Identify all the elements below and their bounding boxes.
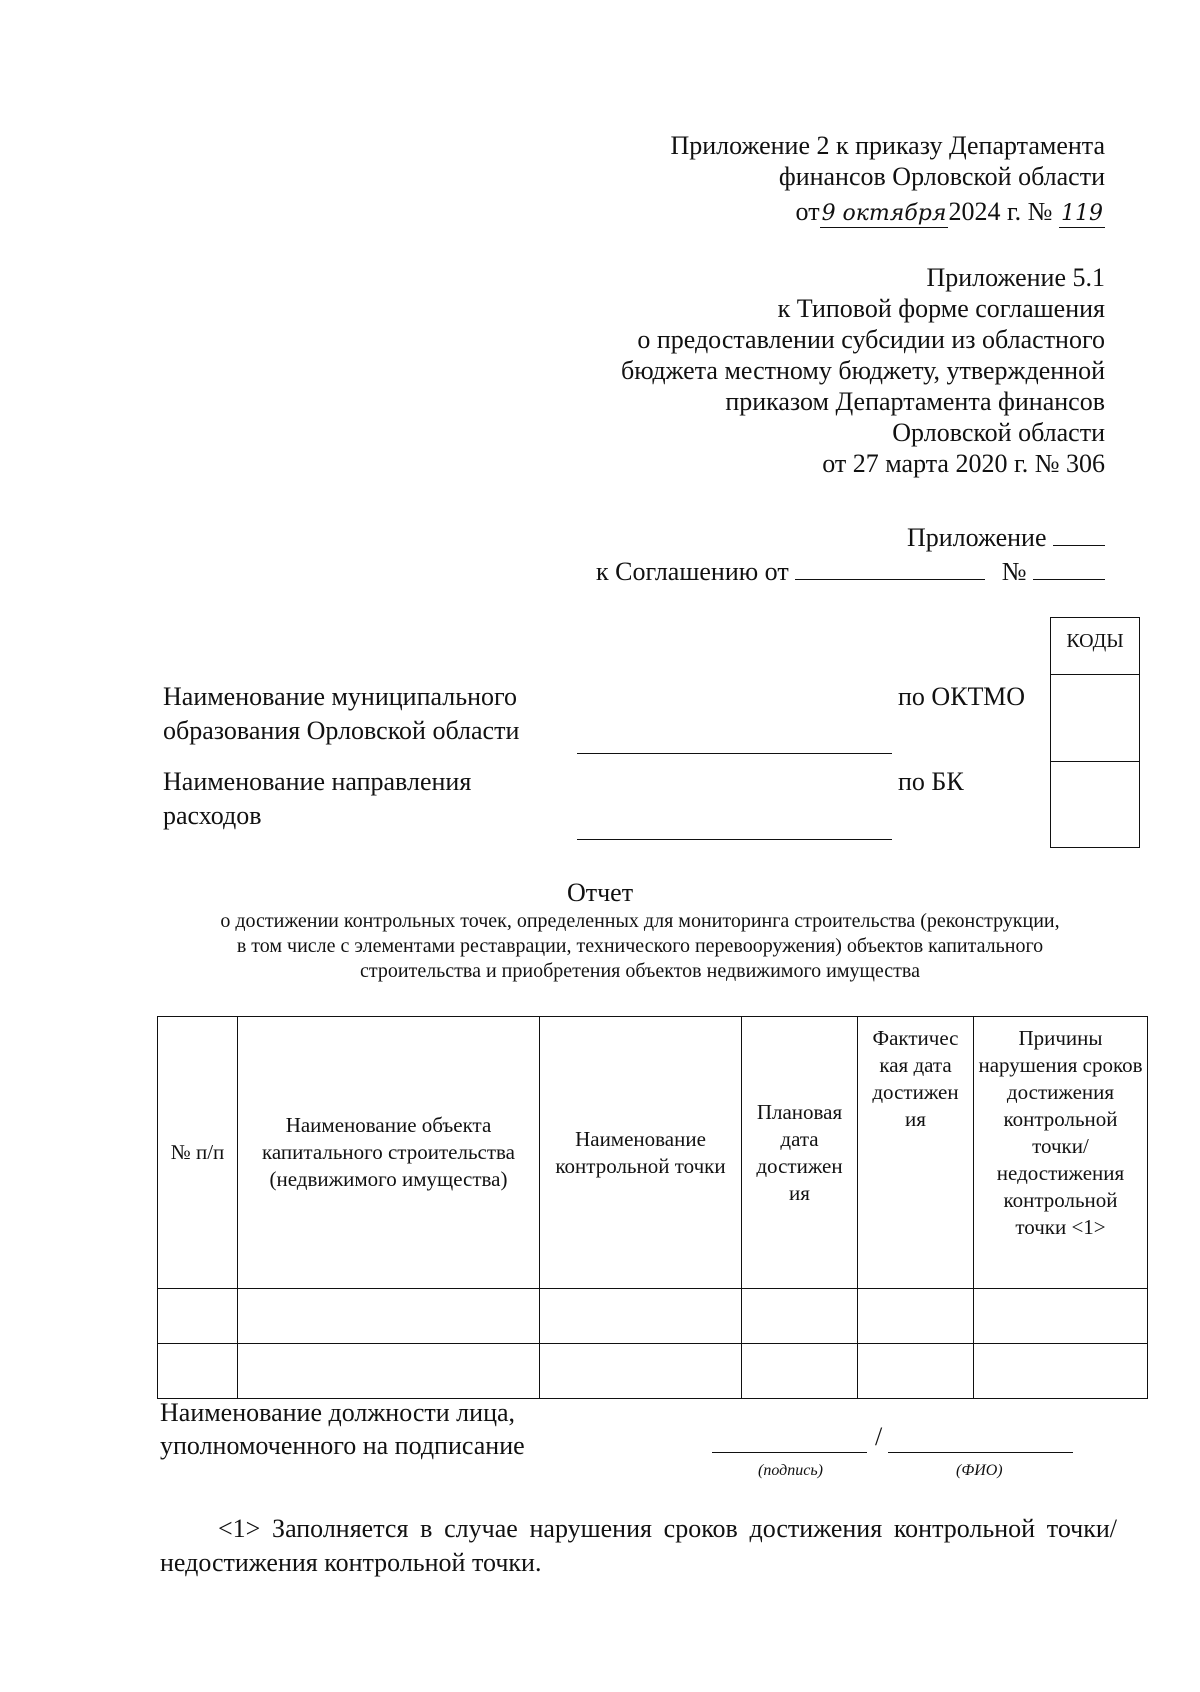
table-cell[interactable] [858, 1289, 974, 1344]
report-table [157, 1016, 1148, 1399]
agreement-label: к Соглашению от [596, 557, 789, 586]
handwritten-order-number: 119 [1061, 201, 1103, 226]
order-year-number: 2024 г. № [948, 197, 1053, 226]
order-date-number-line [796, 196, 1105, 228]
table-cell[interactable] [540, 1344, 742, 1399]
table-row [158, 1289, 1148, 1344]
order-appendix-line-1: Приложение 2 к приказу Департамента [670, 131, 1105, 160]
order-appendix-header [545, 130, 1105, 192]
annex-label: Приложение [906, 523, 1047, 552]
col-header-object-name: Наименование объекта капитального строительства (недвижимого имущества) [238, 1017, 540, 1289]
order-appendix-line-2: финансов Орловской области [778, 162, 1105, 191]
typical-form-line-7: от 27 марта 2020 г. № 306 [822, 449, 1105, 478]
bk-code-cell[interactable] [1051, 762, 1139, 848]
report-subtitle-line-3: строительства и приобретения объектов недвижимого имущества [360, 960, 920, 982]
oktmo-label: по ОКТМО [898, 682, 1025, 711]
table-cell[interactable] [974, 1289, 1148, 1344]
order-prefix: от [795, 197, 820, 226]
signature-label [160, 1396, 525, 1462]
bk-label: по БК [898, 767, 964, 796]
signature-hint: (подпись) [758, 1462, 823, 1479]
table-cell[interactable] [158, 1289, 238, 1344]
table-cell[interactable] [858, 1344, 974, 1399]
typical-form-line-5: приказом Департамента финансов [725, 387, 1105, 416]
footnote: <1> Заполняется в случае нарушения сроков достижения контрольной точки/недостижения контрольной точки. [160, 1514, 1117, 1577]
municipality-label-line-2: образования Орловской области [163, 716, 520, 745]
col-header-actual-date: Фактичес кая дата достижен ия [858, 1017, 974, 1289]
col-header-planned-date: Плановая дата достижен ия [742, 1017, 858, 1289]
agreement-number-blank[interactable] [1033, 557, 1105, 580]
municipality-label-line-1: Наименование муниципального [163, 682, 518, 711]
municipality-input-line[interactable] [577, 753, 892, 754]
report-title: Отчет [566, 878, 634, 907]
table-cell[interactable] [158, 1344, 238, 1399]
annex-line [907, 522, 1105, 553]
direction-input-line[interactable] [577, 839, 892, 840]
oktmo-code-cell[interactable] [1051, 675, 1139, 762]
typical-form-line-6: Орловской области [892, 418, 1105, 447]
col-header-number: № п/п [158, 1017, 238, 1289]
codes-box [1050, 617, 1140, 848]
report-subtitle-line-2: в том числе с элементами реставрации, технического перевооружения) объектов капитального [236, 935, 1044, 957]
signature-input-line[interactable] [712, 1452, 867, 1453]
typical-form-line-2: к Типовой форме соглашения [777, 294, 1105, 323]
signature-label-line-1: Наименование должности лица, [160, 1398, 516, 1427]
direction-label [163, 765, 471, 833]
typical-form-line-1: Приложение 5.1 [926, 263, 1105, 292]
table-cell[interactable] [540, 1289, 742, 1344]
municipality-label [163, 680, 519, 748]
col-header-reasons: Причины нарушения сроков достижения контрольной точки/ недостижения контрольной точки <1> [974, 1017, 1148, 1289]
typical-form-line-3: о предоставлении субсидии из областного [637, 325, 1105, 354]
typical-form-header [545, 262, 1105, 479]
direction-label-line-2: расходов [163, 801, 262, 830]
typical-form-line-4: бюджета местному бюджету, утвержденной [621, 356, 1105, 385]
agreement-date-blank[interactable] [795, 557, 985, 580]
annex-number-blank[interactable] [1053, 523, 1105, 546]
handwritten-order-date: 9 октября [821, 201, 947, 226]
agreement-number-sign: № [1001, 557, 1027, 586]
signature-slash: / [875, 1422, 883, 1451]
signature-label-line-2: уполномоченного на подписание [160, 1431, 525, 1460]
full-name-input-line[interactable] [888, 1452, 1073, 1453]
report-subtitle-line-1: о достижении контрольных точек, определенных для мониторинга строительства (реконструкции, [220, 910, 1060, 932]
direction-label-line-1: Наименование направления [163, 767, 472, 796]
table-cell[interactable] [238, 1344, 540, 1399]
codes-header: КОДЫ [1051, 618, 1139, 675]
table-cell[interactable] [742, 1289, 858, 1344]
report-subtitle [150, 909, 1130, 984]
table-cell[interactable] [238, 1289, 540, 1344]
full-name-hint: (ФИО) [956, 1462, 1003, 1479]
table-cell[interactable] [742, 1344, 858, 1399]
table-header-row [158, 1017, 1148, 1289]
agreement-line [596, 556, 1105, 587]
col-header-checkpoint-name: Наименование контрольной точки [540, 1017, 742, 1289]
table-cell[interactable] [974, 1344, 1148, 1399]
table-row [158, 1344, 1148, 1399]
